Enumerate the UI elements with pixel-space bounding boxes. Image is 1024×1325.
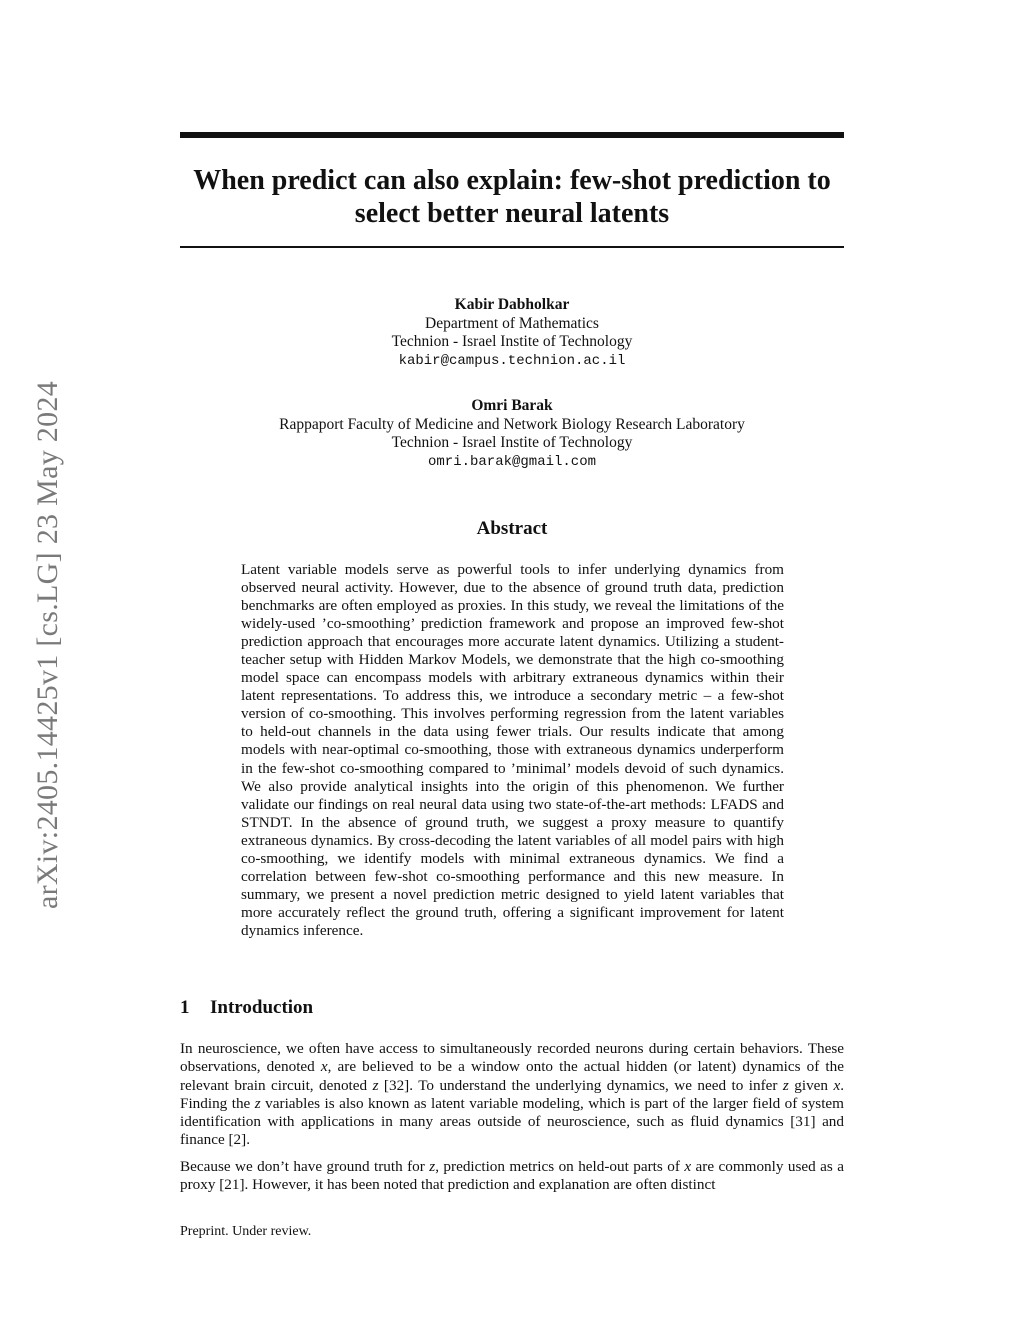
text-run: , prediction metrics on held-out parts of: [435, 1158, 685, 1175]
section-number: 1: [180, 997, 190, 1018]
author-block-2: [180, 397, 844, 471]
math-variable: z: [429, 1158, 436, 1175]
intro-paragraph-2: [180, 1158, 844, 1195]
math-variable: x: [320, 1058, 328, 1076]
paper-title: [180, 164, 844, 230]
text-run: are commonly used as a proxy [21]. However, it has been noted that prediction and explanation are often distinct: [180, 1158, 845, 1194]
text-run: Because we don’t have ground truth for: [180, 1158, 430, 1175]
title-line-2: select better neural latents: [354, 198, 670, 229]
title-line-1: When predict can also explain: few-shot prediction to: [193, 165, 831, 196]
author-email[interactable]: kabir@campus.technion.ac.il: [398, 352, 626, 369]
section-title: Introduction: [210, 997, 314, 1018]
math-variable: z: [372, 1076, 379, 1094]
author-email[interactable]: omri.barak@gmail.com: [427, 453, 597, 470]
text-run: given: [788, 1076, 834, 1094]
author-affiliation: Department of Mathematics: [425, 314, 599, 332]
abstract-heading: Abstract: [476, 518, 548, 539]
author-institution: Technion - Israel Instite of Technology: [391, 333, 633, 350]
text-run: . Finding the: [180, 1076, 844, 1112]
author-name: Omri Barak: [471, 397, 553, 414]
author-block-1: [180, 296, 844, 370]
math-variable: x: [833, 1076, 841, 1094]
text-run: , are believed to be a window onto the actual hidden (or latent) dynamics of the relevant brain circuit, denoted: [180, 1058, 844, 1094]
text-run: variables is also known as latent variable modeling, which is part of the larger field of system identification with applications in many areas outside of neuroscience, such as fluid dynamics [31] and finance [2].: [180, 1094, 844, 1149]
intro-paragraph-1: [180, 1040, 844, 1150]
arxiv-stamp: arXiv:2405.14425v1 [cs.LG] 23 May 2024: [31, 381, 64, 909]
math-variable: z: [254, 1094, 261, 1112]
math-variable: z: [782, 1076, 789, 1094]
text-run: In neuroscience, we often have access to simultaneously recorded neurons during certain behaviors. These observations, denoted: [180, 1040, 844, 1076]
author-name: Kabir Dabholkar: [454, 296, 570, 313]
footer-note: Preprint. Under review.: [180, 1224, 312, 1239]
math-variable: x: [684, 1158, 692, 1175]
title-bottom-rule: [180, 246, 844, 248]
text-run: [32]. To understand the underlying dynamics, we need to infer: [378, 1076, 783, 1094]
abstract-body: Latent variable models serve as powerful tools to infer underlying dynamics from observed neural activity. However, due to the absence of ground truth data, prediction benchmarks are often employed as proxies. In this study, we reveal the limitations of the widely-used ’co-smoothing’ prediction framework and propose an improved few-shot prediction approach that encourages more accurate latent dynamics. Utilizing a student-teacher setup with Hidden Markov Models, we demonstrate that the high co-smoothing model space can encompass models with arbitrary extraneous dynamics within their latent representations. To address this, we introduce a secondary metric – a few-shot version of co-smoothing. This involves performing regression from the latent variables to held-out channels in the data using fewer trials. Our results indicate that among models with near-optimal co-smoothing, those with extraneous dynamics underperform in the few-shot co-smoothing compared to ’minimal’ models devoid of such dynamics. We also provide analytical insights into the origin of this phenomenon. We further validate our findings on real neural data using two state-of-the-art methods: LFADS and STNDT. In the absence of ground truth, we suggest a proxy measure to quantify extraneous dynamics. By cross-decoding the latent variables of all model pairs with high co-smoothing, we identify models with minimal extraneous dynamics. We find a correlation between few-shot co-smoothing performance and this new measure. In summary, we present a novel prediction metric designed to yield latent variables that more accurately reflect the ground truth, offering a significant improvement for latent dynamics inference.: [241, 561, 784, 939]
title-top-rule: [180, 132, 844, 138]
author-affiliation: Rappaport Faculty of Medicine and Network Biology Research Laboratory: [279, 415, 745, 433]
author-institution: Technion - Israel Instite of Technology: [391, 434, 633, 451]
section-heading-introduction: [180, 997, 844, 1019]
